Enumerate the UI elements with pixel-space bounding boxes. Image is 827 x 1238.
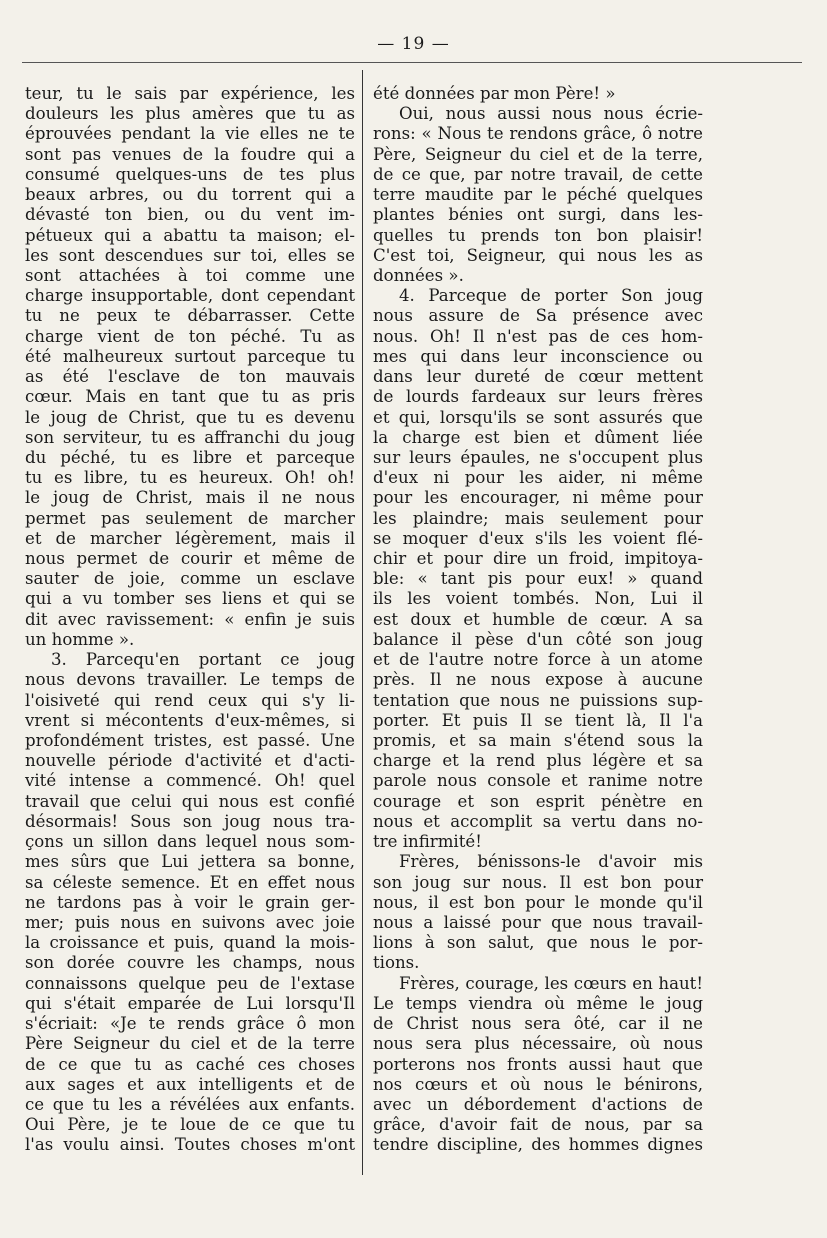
text-line: nous a laissé pour que nous travail- <box>373 912 703 932</box>
text-line: la croissance et puis, quand la mois- <box>25 933 355 953</box>
text-line: son joug sur nous. Il est bon pour <box>373 872 703 892</box>
text-line: tions. <box>373 953 420 973</box>
text-line: chir et pour dire un froid, impitoya- <box>373 549 703 569</box>
text-line: ble: « tant pis pour eux! » quand <box>373 569 703 589</box>
text-line: 4. Parceque de porter Son joug <box>399 286 703 306</box>
text-line: parole nous console et ranime notre <box>373 771 703 791</box>
text-line: nous et accomplit sa vertu dans no- <box>373 811 703 831</box>
text-line: son dorée couvre les champs, nous <box>25 953 355 973</box>
text-line: de ce que tu as caché ces choses <box>25 1054 355 1074</box>
text-line: le joug de Christ, mais il ne nous <box>25 488 355 508</box>
page-number: — 19 — <box>377 34 450 54</box>
text-line: le joug de Christ, que tu es devenu <box>25 407 355 427</box>
text-line: Frères, bénissons-le d'avoir mis <box>399 852 703 872</box>
text-line: balance il pèse d'un côté son joug <box>373 629 703 649</box>
text-line: l'oisiveté qui rend ceux qui s'y li- <box>25 690 355 710</box>
text-line: et de marcher légèrement, mais il <box>25 528 355 548</box>
text-line: aux sages et aux intelligents et de <box>25 1074 355 1094</box>
text-line: vité intense a commencé. Oh! quel <box>25 771 355 791</box>
text-line: été données par mon Père! » <box>373 84 616 103</box>
text-line: mes sûrs que Lui jettera sa bonne, <box>25 852 355 872</box>
text-line: 3. Parcequ'en portant ce joug <box>51 650 355 670</box>
header-rule <box>22 62 802 63</box>
text-line: les sont descendues sur toi, elles se <box>25 245 355 265</box>
text-line: nous assure de Sa présence avec <box>373 306 703 326</box>
text-line: son serviteur, tu es affranchi du joug <box>25 427 355 447</box>
text-line: ne tardons pas à voir le grain ger- <box>25 892 355 912</box>
text-line: Père Seigneur du ciel et de la terre <box>25 1034 355 1054</box>
text-line: teur, tu le sais par expérience, les <box>25 84 355 103</box>
text-line: dans leur dureté de cœur mettent <box>373 367 703 387</box>
text-line: plantes bénies ont surgi, dans les- <box>373 205 703 225</box>
text-line: d'eux ni pour les aider, ni même <box>373 468 703 488</box>
text-line: éprouvées pendant la vie elles ne te <box>25 124 355 144</box>
text-line: ce que tu les a révélées aux enfants. <box>25 1094 355 1114</box>
text-line: nous, il est bon pour le monde qu'il <box>373 892 703 912</box>
text-line: l'as voulu ainsi. Toutes choses m'ont <box>25 1135 355 1155</box>
text-line: charge vient de ton péché. Tu as <box>25 326 355 346</box>
text-line: tu es libre, tu es heureux. Oh! oh! <box>25 468 355 488</box>
text-line: permet pas seulement de marcher <box>25 508 355 528</box>
text-line: sauter de joie, comme un esclave <box>25 569 355 589</box>
text-line: grâce, d'avoir fait de nous, par sa <box>373 1115 703 1135</box>
text-line: beaux arbres, ou du torrent qui a <box>25 185 355 205</box>
text-line: pétueux qui a abattu ta maison; el- <box>25 225 355 245</box>
text-line: les plaindre; mais seulement pour <box>373 508 703 528</box>
text-line: mes qui dans leur inconscience ou <box>373 346 703 366</box>
text-line: tentation que nous ne puissions sup- <box>373 690 703 710</box>
text-line: tu ne peux te débarrasser. Cette <box>25 306 355 326</box>
text-line: porter. Et puis Il se tient là, Il l'a <box>373 710 703 730</box>
text-line: sont attachées à toi comme une <box>25 265 355 285</box>
text-line: vrent si mécontents d'eux-mêmes, si <box>25 710 355 730</box>
text-line: et de l'autre notre force à un atome <box>373 650 703 670</box>
text-line: du péché, tu es libre et parceque <box>25 447 355 467</box>
text-line: rons: « Nous te rendons grâce, ô notre <box>373 124 703 144</box>
text-line: Oui Père, je te loue de ce que tu <box>25 1115 355 1135</box>
text-line: de lourds fardeaux sur leurs frères <box>373 387 703 407</box>
text-line: désormais! Sous son joug nous tra- <box>25 811 355 831</box>
column-divider <box>362 70 363 1175</box>
text-line: pour les encourager, ni même pour <box>373 488 703 508</box>
text-line: as été l'esclave de ton mauvais <box>25 367 355 387</box>
text-line: C'est toi, Seigneur, qui nous les as <box>373 245 703 265</box>
text-line: se moquer d'eux s'ils les voient flé- <box>373 528 703 548</box>
text-line: consumé quelques-uns de tes plus <box>25 164 355 184</box>
text-line: travail que celui qui nous est confié <box>25 791 355 811</box>
text-line: s'écriait: «Je te rends grâce ô mon <box>25 1014 355 1034</box>
text-line: dit avec ravissement: « enfin je suis <box>25 609 355 629</box>
text-line: sa céleste semence. Et en effet nous <box>25 872 355 892</box>
text-line: Frères, courage, les cœurs en haut! <box>399 973 703 993</box>
text-line: çons un sillon dans lequel nous som- <box>25 832 355 852</box>
text-line: charge insupportable, dont cependant <box>25 286 355 306</box>
text-line: nous. Oh! Il n'est pas de ces hom- <box>373 326 703 346</box>
text-line: terre maudite par le péché quelques <box>373 185 703 205</box>
text-line: sont pas venues de la foudre qui a <box>25 144 355 164</box>
text-line: la charge est bien et dûment liée <box>373 427 703 447</box>
text-line: qui a vu tomber ses liens et qui se <box>25 589 355 609</box>
text-line: ils les voient tombés. Non, Lui il <box>373 589 703 609</box>
text-line: de Christ nous sera ôté, car il ne <box>373 1014 703 1034</box>
text-line: dévasté ton bien, ou du vent im- <box>25 205 355 225</box>
text-line: connaissons quelque peu de l'extase <box>25 973 355 993</box>
text-line: douleurs les plus amères que tu as <box>25 104 355 124</box>
text-line: Oui, nous aussi nous nous écrie- <box>399 104 703 124</box>
text-line: tendre discipline, des hommes dignes <box>373 1135 703 1155</box>
text-line: de ce que, par notre travail, de cette <box>373 164 703 184</box>
text-line: nos cœurs et où nous le bénirons, <box>373 1074 703 1094</box>
text-line: été malheureux surtout parceque tu <box>25 346 355 366</box>
text-line: charge et la rend plus légère et sa <box>373 751 703 771</box>
text-line: est doux et humble de cœur. A sa <box>373 609 703 629</box>
text-line: quelles tu prends ton bon plaisir! <box>373 225 703 245</box>
text-line: profondément tristes, est passé. Une <box>25 731 355 750</box>
text-line: cœur. Mais en tant que tu as pris <box>25 387 355 407</box>
text-line: données ». <box>373 265 464 285</box>
text-line: nous sera plus nécessaire, où nous <box>373 1034 703 1054</box>
text-line: avec un débordement d'actions de <box>373 1094 703 1114</box>
text-line: qui s'était emparée de Lui lorsqu'Il <box>25 993 355 1013</box>
left-column <box>25 84 355 1156</box>
text-line: Le temps viendra où même le joug <box>373 993 703 1013</box>
text-line: lions à son salut, que nous le por- <box>373 933 703 953</box>
text-line: nouvelle période d'activité et d'acti- <box>25 751 355 771</box>
text-line: près. Il ne nous expose à aucune <box>373 670 703 690</box>
text-line: porterons nos fronts aussi haut que <box>373 1054 703 1074</box>
text-line: sur leurs épaules, ne s'occupent plus <box>373 447 703 467</box>
text-line: et qui, lorsqu'ils se sont assurés que <box>373 407 703 427</box>
text-line: promis, et sa main s'étend sous la <box>373 731 703 750</box>
text-line: tre infirmité! <box>373 832 482 852</box>
text-line: un homme ». <box>25 629 135 649</box>
text-line: nous permet de courir et même de <box>25 549 355 569</box>
text-line: mer; puis nous en suivons avec joie <box>25 912 355 932</box>
text-line: Père, Seigneur du ciel et de la terre, <box>373 144 703 164</box>
right-column <box>373 84 703 1156</box>
text-line: courage et son esprit pénètre en <box>373 791 703 811</box>
text-line: nous devons travailler. Le temps de <box>25 670 355 690</box>
